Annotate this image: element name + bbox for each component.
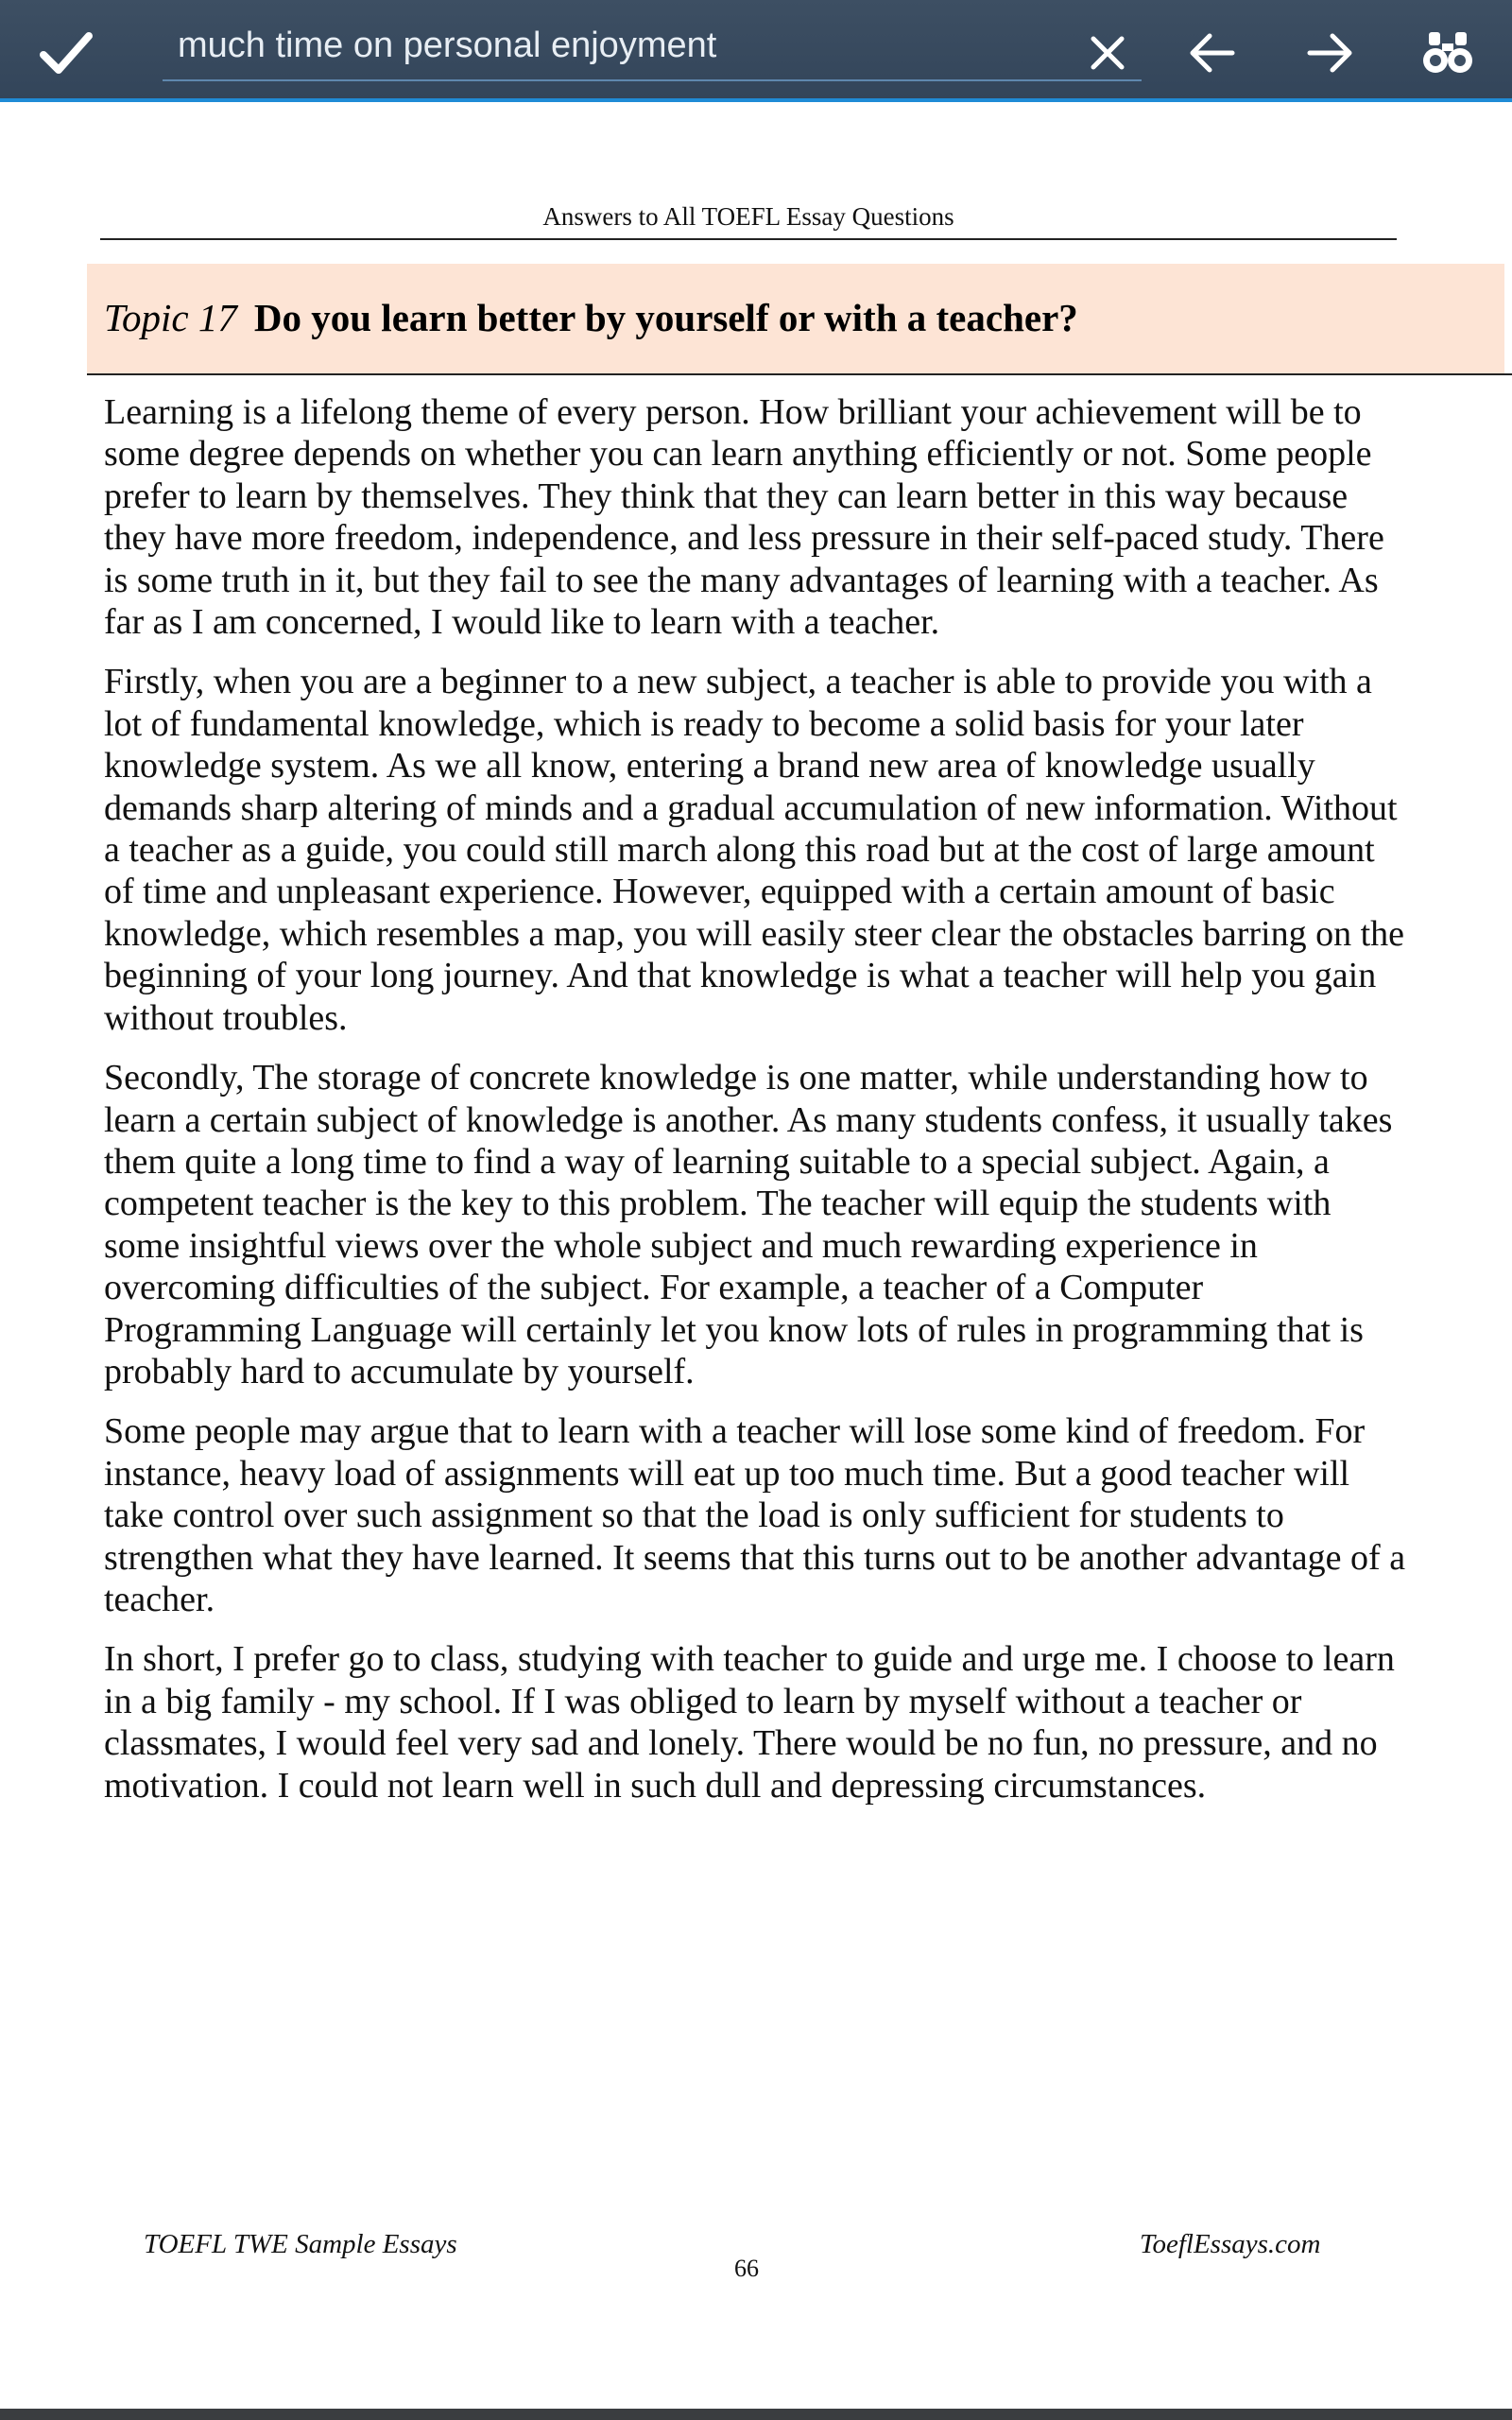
paragraph: Secondly, The storage of concrete knowledge is one matter, while understanding how to learn a certain subject of knowledge is another. As many students confess, it usually takes them quite a long time to find a way of learning suitable to a special subject. Again, a competent teacher is the key to this problem. The teacher will equip the students with some insightful views over the whole subject and much rewarding experience in overcoming difficulties of the subject. For example, a teacher of a Computer Programming Language will certainly let you know lots of rules in programming that is probably hard to accumulate by yourself. xyxy=(104,1058,1393,1392)
footer-right: ToeflEssays.com xyxy=(1140,2229,1321,2259)
check-icon[interactable] xyxy=(26,13,106,93)
header-rule xyxy=(100,238,1397,240)
binoculars-icon[interactable] xyxy=(1408,13,1487,93)
find-toolbar xyxy=(0,0,1512,102)
close-icon[interactable] xyxy=(1068,13,1147,93)
running-head: Answers to All TOEFL Essay Questions xyxy=(542,202,954,231)
search-input[interactable] xyxy=(178,19,1028,72)
paragraph: Learning is a lifelong theme of every person. How brilliant your achievement will be to some degree depends on whether you can learn anything efficiently or not. Some people prefer to learn by themselves. They think that they can learn better in this way because they have more freedom, independence, and less pressure in their self-paced study. There is some truth in it, but they fail to see the many advantages of learning with a teacher. As far as I am concerned, I would like to learn with a teacher. xyxy=(104,392,1384,643)
arrow-right-icon[interactable] xyxy=(1291,13,1370,93)
topic-label: Topic 17 xyxy=(104,296,237,339)
footer-left: TOEFL TWE Sample Essays xyxy=(144,2229,457,2259)
topic-rule xyxy=(87,373,1512,375)
search-field xyxy=(163,11,1142,81)
topic-heading xyxy=(104,295,1078,340)
arrow-left-icon[interactable] xyxy=(1172,13,1251,93)
paragraph: In short, I prefer go to class, studying with teacher to guide and urge me. I choose to learn in a big family - my school. If I was obliged to learn by myself without a teacher or classmates, I would feel very sad and lonely. There would be no fun, no pressure, and no motivation. I could not learn well in such dull and depressing circumstances. xyxy=(104,1639,1395,1806)
topic-question: Do you learn better by yourself or with a teacher? xyxy=(253,296,1078,339)
bottom-bar xyxy=(0,2409,1512,2420)
page-number: 66 xyxy=(734,2255,759,2282)
paragraph: Firstly, when you are a beginner to a new subject, a teacher is able to provide you with a lot of fundamental knowledge, which is ready to become a solid basis for your later knowledge system. As we all know, entering a brand new area of knowledge usually demands sharp altering of minds and a gradual accumulation of new information. Without a teacher as a guide, you could still march along this road but at the cost of large amount of time and unpleasant experience. However, equipped with a certain amount of basic knowledge, which resembles a map, you will easily steer clear the obstacles barring on the beginning of your long journey. And that knowledge is what a teacher will help you gain without troubles. xyxy=(104,662,1404,1038)
paragraph: Some people may argue that to learn with a teacher will lose some kind of freedom. For instance, heavy load of assignments will eat up too much time. But a good teacher will take control over such assignment so that the load is only sufficient for students to strengthen what they have learned. It seems that this turns out to be another advantage of a teacher. xyxy=(104,1411,1406,1619)
essay-body xyxy=(104,391,1408,1824)
